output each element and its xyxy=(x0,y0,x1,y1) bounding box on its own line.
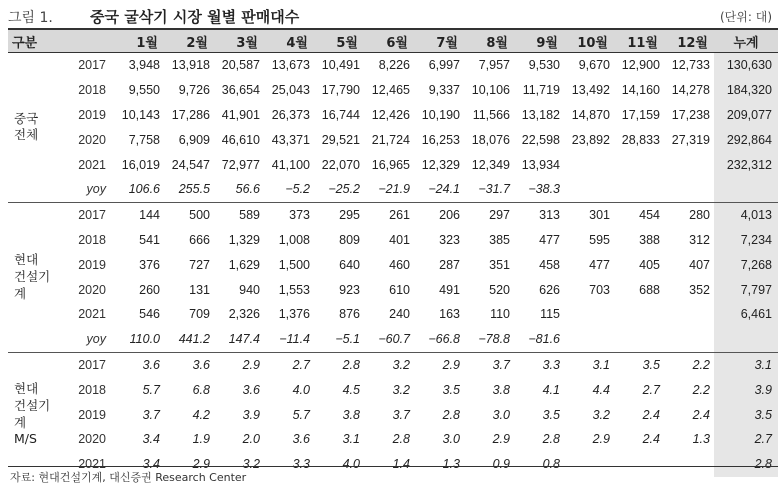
header-month: 2월 xyxy=(164,29,214,53)
table-row xyxy=(8,103,778,128)
table-cell: 3.6 xyxy=(142,357,160,372)
table-cell xyxy=(614,152,664,177)
total-cell: 7,268 xyxy=(714,252,778,277)
table-cell: 147.4 xyxy=(214,327,264,352)
table-cell: 2.9 xyxy=(492,432,510,447)
table-cell: 4.4 xyxy=(592,382,610,397)
table-cell: 2.2 xyxy=(692,382,710,397)
year-label: 2018 xyxy=(78,232,106,247)
table-cell: 17,286 xyxy=(171,107,210,122)
table-cell xyxy=(564,452,614,477)
table-cell: 441.2 xyxy=(164,327,214,352)
table-cell: 260 xyxy=(139,282,160,297)
table-cell: 27,319 xyxy=(671,132,710,147)
table-cell: 2.9 xyxy=(592,432,610,447)
table-row xyxy=(8,252,778,277)
table-cell: −5.1 xyxy=(314,327,364,352)
table-cell: 940 xyxy=(239,282,260,297)
table-row xyxy=(8,377,778,402)
table-cell: 376 xyxy=(139,257,160,272)
table-cell: 2.4 xyxy=(642,432,660,447)
table-cell: 491 xyxy=(439,282,460,297)
unit-label: (단위: 대) xyxy=(720,10,772,24)
table-cell: 2.7 xyxy=(642,382,660,397)
table-cell: 72,977 xyxy=(221,157,260,172)
table-cell: 3.6 xyxy=(292,432,310,447)
table-cell: 2.8 xyxy=(392,432,410,447)
table-cell: 41,100 xyxy=(271,157,310,172)
table-cell: 1,553 xyxy=(278,282,310,297)
table-cell: 206 xyxy=(439,208,460,223)
table-cell: −38.3 xyxy=(514,177,564,202)
table-cell: 589 xyxy=(239,208,260,223)
table-cell: −60.7 xyxy=(364,327,414,352)
table-cell: 3.5 xyxy=(642,357,660,372)
table-row xyxy=(8,78,778,103)
header-month: 12월 xyxy=(664,29,714,53)
table-cell: 1.3 xyxy=(442,457,460,472)
table-cell: 3.1 xyxy=(592,357,610,372)
table-cell: 3.8 xyxy=(342,407,360,422)
year-label: 2020 xyxy=(78,282,106,297)
group-label: 현대 건설기계 M/S xyxy=(14,380,51,447)
table-cell xyxy=(664,327,714,352)
table-cell: 1.4 xyxy=(392,457,410,472)
table-cell: 626 xyxy=(539,282,560,297)
table-cell: 10,190 xyxy=(421,107,460,122)
table-cell xyxy=(664,452,714,477)
table-cell xyxy=(614,327,664,352)
table-cell: 0.9 xyxy=(492,457,510,472)
table-cell: 13,492 xyxy=(571,83,610,98)
table-cell: 24,547 xyxy=(171,157,210,172)
table-cell: 352 xyxy=(689,282,710,297)
table-cell: 6.8 xyxy=(192,382,210,397)
table-cell: 9,726 xyxy=(178,83,210,98)
table-cell: 43,371 xyxy=(271,132,310,147)
table-cell: −11.4 xyxy=(264,327,314,352)
year-label: 2018 xyxy=(78,83,106,98)
table-cell: 12,733 xyxy=(671,58,710,73)
header-total: 누계 xyxy=(714,29,778,53)
table-cell: 1,376 xyxy=(278,307,310,322)
table-cell: 923 xyxy=(339,282,360,297)
table-cell: 520 xyxy=(489,282,510,297)
table-cell: 17,159 xyxy=(621,107,660,122)
total-cell: 232,312 xyxy=(714,152,778,177)
table-cell: 3.8 xyxy=(492,382,510,397)
table-cell: 295 xyxy=(339,208,360,223)
table-cell: 2.7 xyxy=(292,357,310,372)
figure-title-row xyxy=(8,5,778,27)
table-cell: 666 xyxy=(189,232,210,247)
table-cell: 4.0 xyxy=(342,457,360,472)
table-cell xyxy=(664,302,714,327)
table-cell: 3.7 xyxy=(142,407,160,422)
total-cell: 6,461 xyxy=(714,302,778,327)
table-cell: 407 xyxy=(689,257,710,272)
table-cell: 16,965 xyxy=(371,157,410,172)
table-cell xyxy=(564,177,614,202)
table-cell: 709 xyxy=(189,307,210,322)
table-cell: 25,043 xyxy=(271,83,310,98)
table-cell: 287 xyxy=(439,257,460,272)
table-cell: 2.9 xyxy=(442,357,460,372)
header-month: 8월 xyxy=(464,29,514,53)
sales-table xyxy=(8,28,778,477)
table-cell: 4.0 xyxy=(292,382,310,397)
table-cell: 16,744 xyxy=(321,107,360,122)
year-label: 2019 xyxy=(78,407,106,422)
total-cell xyxy=(714,177,778,202)
table-cell: 1,629 xyxy=(228,257,260,272)
table-cell: 3.3 xyxy=(542,357,560,372)
table-cell xyxy=(614,177,664,202)
total-cell: 2.8 xyxy=(714,452,778,477)
table-cell: 297 xyxy=(489,208,510,223)
total-cell: 292,864 xyxy=(714,127,778,152)
table-cell: 3.2 xyxy=(392,357,410,372)
table-cell: 727 xyxy=(189,257,210,272)
table-cell: 26,373 xyxy=(271,107,310,122)
table-cell: 56.6 xyxy=(214,177,264,202)
table-cell: 13,918 xyxy=(171,58,210,73)
table-cell: 2.8 xyxy=(442,407,460,422)
table-row xyxy=(8,127,778,152)
table-cell: 240 xyxy=(389,307,410,322)
year-label: 2021 xyxy=(78,307,106,322)
total-cell xyxy=(714,327,778,352)
table-cell: 28,833 xyxy=(621,132,660,147)
table-cell xyxy=(614,452,664,477)
header-month: 10월 xyxy=(564,29,614,53)
table-cell: 11,719 xyxy=(522,83,560,98)
table-cell: 22,598 xyxy=(521,132,560,147)
table-cell: 115 xyxy=(540,307,560,322)
table-cell: 3.4 xyxy=(142,432,160,447)
table-row xyxy=(8,53,778,78)
table-group xyxy=(8,202,778,352)
table-cell: 3.9 xyxy=(242,407,260,422)
table-cell: 131 xyxy=(189,282,210,297)
table-row xyxy=(8,202,778,227)
table-cell: 20,587 xyxy=(221,58,260,73)
table-cell: 3.2 xyxy=(592,407,610,422)
table-cell xyxy=(664,152,714,177)
table-cell: −24.1 xyxy=(414,177,464,202)
table-cell: 12,349 xyxy=(471,157,510,172)
table-cell: 477 xyxy=(589,257,610,272)
table-cell: 2,326 xyxy=(228,307,260,322)
table-cell: 312 xyxy=(689,232,710,247)
year-label: 2017 xyxy=(78,58,106,73)
total-cell: 3.1 xyxy=(714,352,778,377)
table-row xyxy=(8,152,778,177)
table-cell: 3.2 xyxy=(392,382,410,397)
table-cell: 5.7 xyxy=(142,382,160,397)
year-label: 2020 xyxy=(78,432,106,447)
table-cell: 16,253 xyxy=(421,132,460,147)
total-cell: 209,077 xyxy=(714,103,778,128)
table-cell: 7,758 xyxy=(128,132,160,147)
year-label: 2020 xyxy=(78,132,106,147)
table-cell: 10,491 xyxy=(321,58,360,73)
header-row xyxy=(8,29,778,53)
table-cell: 280 xyxy=(689,208,710,223)
table-cell: 3.4 xyxy=(142,457,160,472)
table-cell: 458 xyxy=(539,257,560,272)
table-cell: 9,550 xyxy=(128,83,160,98)
table-cell: 5.7 xyxy=(292,407,310,422)
group-label: 현대 건설기계 xyxy=(8,202,64,352)
table-cell: 22,070 xyxy=(321,157,360,172)
table-cell: 10,143 xyxy=(121,107,160,122)
total-cell: 2.7 xyxy=(714,427,778,452)
table-cell: 876 xyxy=(339,307,360,322)
table-row xyxy=(8,228,778,253)
year-label: 2019 xyxy=(78,257,106,272)
table-group xyxy=(8,53,778,203)
table-cell: 9,530 xyxy=(528,58,560,73)
table-cell: 351 xyxy=(489,257,510,272)
total-cell: 7,234 xyxy=(714,228,778,253)
table-cell: 9,337 xyxy=(428,83,460,98)
table-cell: 110 xyxy=(490,307,510,322)
table-cell: 6,997 xyxy=(428,58,460,73)
table-cell: 10,106 xyxy=(471,83,510,98)
table-bottom-rule xyxy=(8,466,778,467)
table-cell: 460 xyxy=(389,257,410,272)
table-cell: 500 xyxy=(189,208,210,223)
table-cell: 323 xyxy=(439,232,460,247)
table-cell: −25.2 xyxy=(314,177,364,202)
table-cell: −31.7 xyxy=(464,177,514,202)
table-cell: 17,790 xyxy=(321,83,360,98)
table-cell: −66.8 xyxy=(414,327,464,352)
table-cell: 2.4 xyxy=(642,407,660,422)
table-cell: 29,521 xyxy=(321,132,360,147)
table-cell: 1,500 xyxy=(278,257,310,272)
table-cell: 110.0 xyxy=(114,327,164,352)
table-cell: 3.5 xyxy=(442,382,460,397)
table-header xyxy=(8,29,778,53)
table-cell: 13,934 xyxy=(521,157,560,172)
table-row xyxy=(8,352,778,377)
table-cell: 388 xyxy=(639,232,660,247)
table-cell: 3.5 xyxy=(542,407,560,422)
table-cell xyxy=(664,177,714,202)
table-cell: 809 xyxy=(339,232,360,247)
table-row xyxy=(8,277,778,302)
year-label: 2021 xyxy=(78,157,106,172)
table-cell: 610 xyxy=(389,282,410,297)
source-note: 자료: 현대건설기계, 대신증권 Research Center xyxy=(10,471,247,484)
table-cell: −81.6 xyxy=(514,327,564,352)
table-cell: 3.7 xyxy=(492,357,510,372)
table-row xyxy=(8,327,778,352)
table-cell: 1.3 xyxy=(692,432,710,447)
table-cell: 14,160 xyxy=(621,83,660,98)
table-cell: 3.0 xyxy=(492,407,510,422)
table-cell: 301 xyxy=(589,208,610,223)
table-cell xyxy=(564,302,614,327)
header-month: 6월 xyxy=(364,29,414,53)
table-cell: 8,226 xyxy=(378,58,410,73)
table-cell: 3.1 xyxy=(342,432,360,447)
header-month: 1월 xyxy=(114,29,164,53)
table-cell: 14,870 xyxy=(571,107,610,122)
table-cell: 106.6 xyxy=(114,177,164,202)
table-row xyxy=(8,427,778,452)
table-cell: 9,670 xyxy=(578,58,610,73)
table-cell: 703 xyxy=(589,282,610,297)
table-cell: 3.6 xyxy=(242,382,260,397)
header-month: 3월 xyxy=(214,29,264,53)
table-cell: 17,238 xyxy=(671,107,710,122)
table-cell: 18,076 xyxy=(471,132,510,147)
table-cell: 2.2 xyxy=(692,357,710,372)
table-cell: 546 xyxy=(139,307,160,322)
table-cell: 163 xyxy=(439,307,460,322)
table-cell: 36,654 xyxy=(221,83,260,98)
table-cell: −21.9 xyxy=(364,177,414,202)
table-cell: 12,465 xyxy=(371,83,410,98)
total-cell: 3.5 xyxy=(714,402,778,427)
figure-label: 그림 1. xyxy=(8,10,53,26)
table-cell xyxy=(564,152,614,177)
table-cell: −5.2 xyxy=(264,177,314,202)
table-cell: 1.9 xyxy=(192,432,210,447)
table-cell: 13,673 xyxy=(271,58,310,73)
total-cell: 184,320 xyxy=(714,78,778,103)
table-cell: 688 xyxy=(639,282,660,297)
table-cell: −78.8 xyxy=(464,327,514,352)
table-cell: 3.2 xyxy=(242,457,260,472)
header-month: 5월 xyxy=(314,29,364,53)
header-month: 7월 xyxy=(414,29,464,53)
table-cell: 405 xyxy=(639,257,660,272)
total-cell: 3.9 xyxy=(714,377,778,402)
table-cell: 144 xyxy=(139,208,160,223)
table-cell: 16,019 xyxy=(121,157,160,172)
table-cell: 3.7 xyxy=(392,407,410,422)
table-cell xyxy=(564,327,614,352)
table-cell: 2.8 xyxy=(542,432,560,447)
table-cell: 7,957 xyxy=(478,58,510,73)
table-cell: 12,426 xyxy=(371,107,410,122)
table-cell xyxy=(614,302,664,327)
year-label: yoy xyxy=(64,177,114,202)
table-cell: 4.2 xyxy=(192,407,210,422)
header-month: 11월 xyxy=(614,29,664,53)
table-row xyxy=(8,402,778,427)
year-label: yoy xyxy=(64,327,114,352)
table-cell: 313 xyxy=(539,208,560,223)
table-cell: 0.8 xyxy=(542,457,560,472)
table-cell: 261 xyxy=(389,208,410,223)
header-month: 9월 xyxy=(514,29,564,53)
table-cell: 3.3 xyxy=(292,457,310,472)
table-cell: 11,566 xyxy=(472,107,510,122)
header-group: 구분 xyxy=(8,29,114,53)
table-cell: 6,909 xyxy=(178,132,210,147)
table-row xyxy=(8,302,778,327)
header-month: 4월 xyxy=(264,29,314,53)
table-cell: 2.0 xyxy=(242,432,260,447)
table-cell: 2.9 xyxy=(242,357,260,372)
table-row xyxy=(8,177,778,202)
figure-title: 중국 굴삭기 시장 월별 판매대수 xyxy=(90,8,300,26)
table-cell: 454 xyxy=(639,208,660,223)
table-cell: 12,329 xyxy=(421,157,460,172)
year-label: 2017 xyxy=(78,208,106,223)
total-cell: 7,797 xyxy=(714,277,778,302)
table-cell: 3.0 xyxy=(442,432,460,447)
table-cell: 3.6 xyxy=(192,357,210,372)
table-cell: 640 xyxy=(339,257,360,272)
table-cell: 23,892 xyxy=(571,132,610,147)
table-cell: 477 xyxy=(539,232,560,247)
table-cell: 595 xyxy=(589,232,610,247)
total-cell: 130,630 xyxy=(714,53,778,78)
table-cell: 1,008 xyxy=(278,232,310,247)
table-cell: 385 xyxy=(489,232,510,247)
table-cell: 255.5 xyxy=(164,177,214,202)
table-cell: 4.1 xyxy=(542,382,560,397)
table-cell: 4.5 xyxy=(342,382,360,397)
year-label: 2021 xyxy=(78,457,106,472)
table-cell: 46,610 xyxy=(221,132,260,147)
table-cell: 541 xyxy=(139,232,160,247)
table-cell: 373 xyxy=(289,208,310,223)
group-label: 중국 전체 xyxy=(8,53,64,203)
table-cell: 14,278 xyxy=(671,83,710,98)
year-label: 2017 xyxy=(78,357,106,372)
table-cell: 2.9 xyxy=(192,457,210,472)
table-cell: 3,948 xyxy=(128,58,160,73)
year-label: 2018 xyxy=(78,382,106,397)
table-cell: 2.8 xyxy=(342,357,360,372)
table-cell: 13,182 xyxy=(521,107,560,122)
total-cell: 4,013 xyxy=(714,202,778,227)
table-cell: 41,901 xyxy=(221,107,260,122)
table-cell: 1,329 xyxy=(228,232,260,247)
table-cell: 21,724 xyxy=(371,132,410,147)
table-cell: 2.4 xyxy=(692,407,710,422)
table-cell: 12,900 xyxy=(621,58,660,73)
table-group xyxy=(8,352,778,476)
year-label: 2019 xyxy=(78,107,106,122)
table-cell: 401 xyxy=(389,232,410,247)
